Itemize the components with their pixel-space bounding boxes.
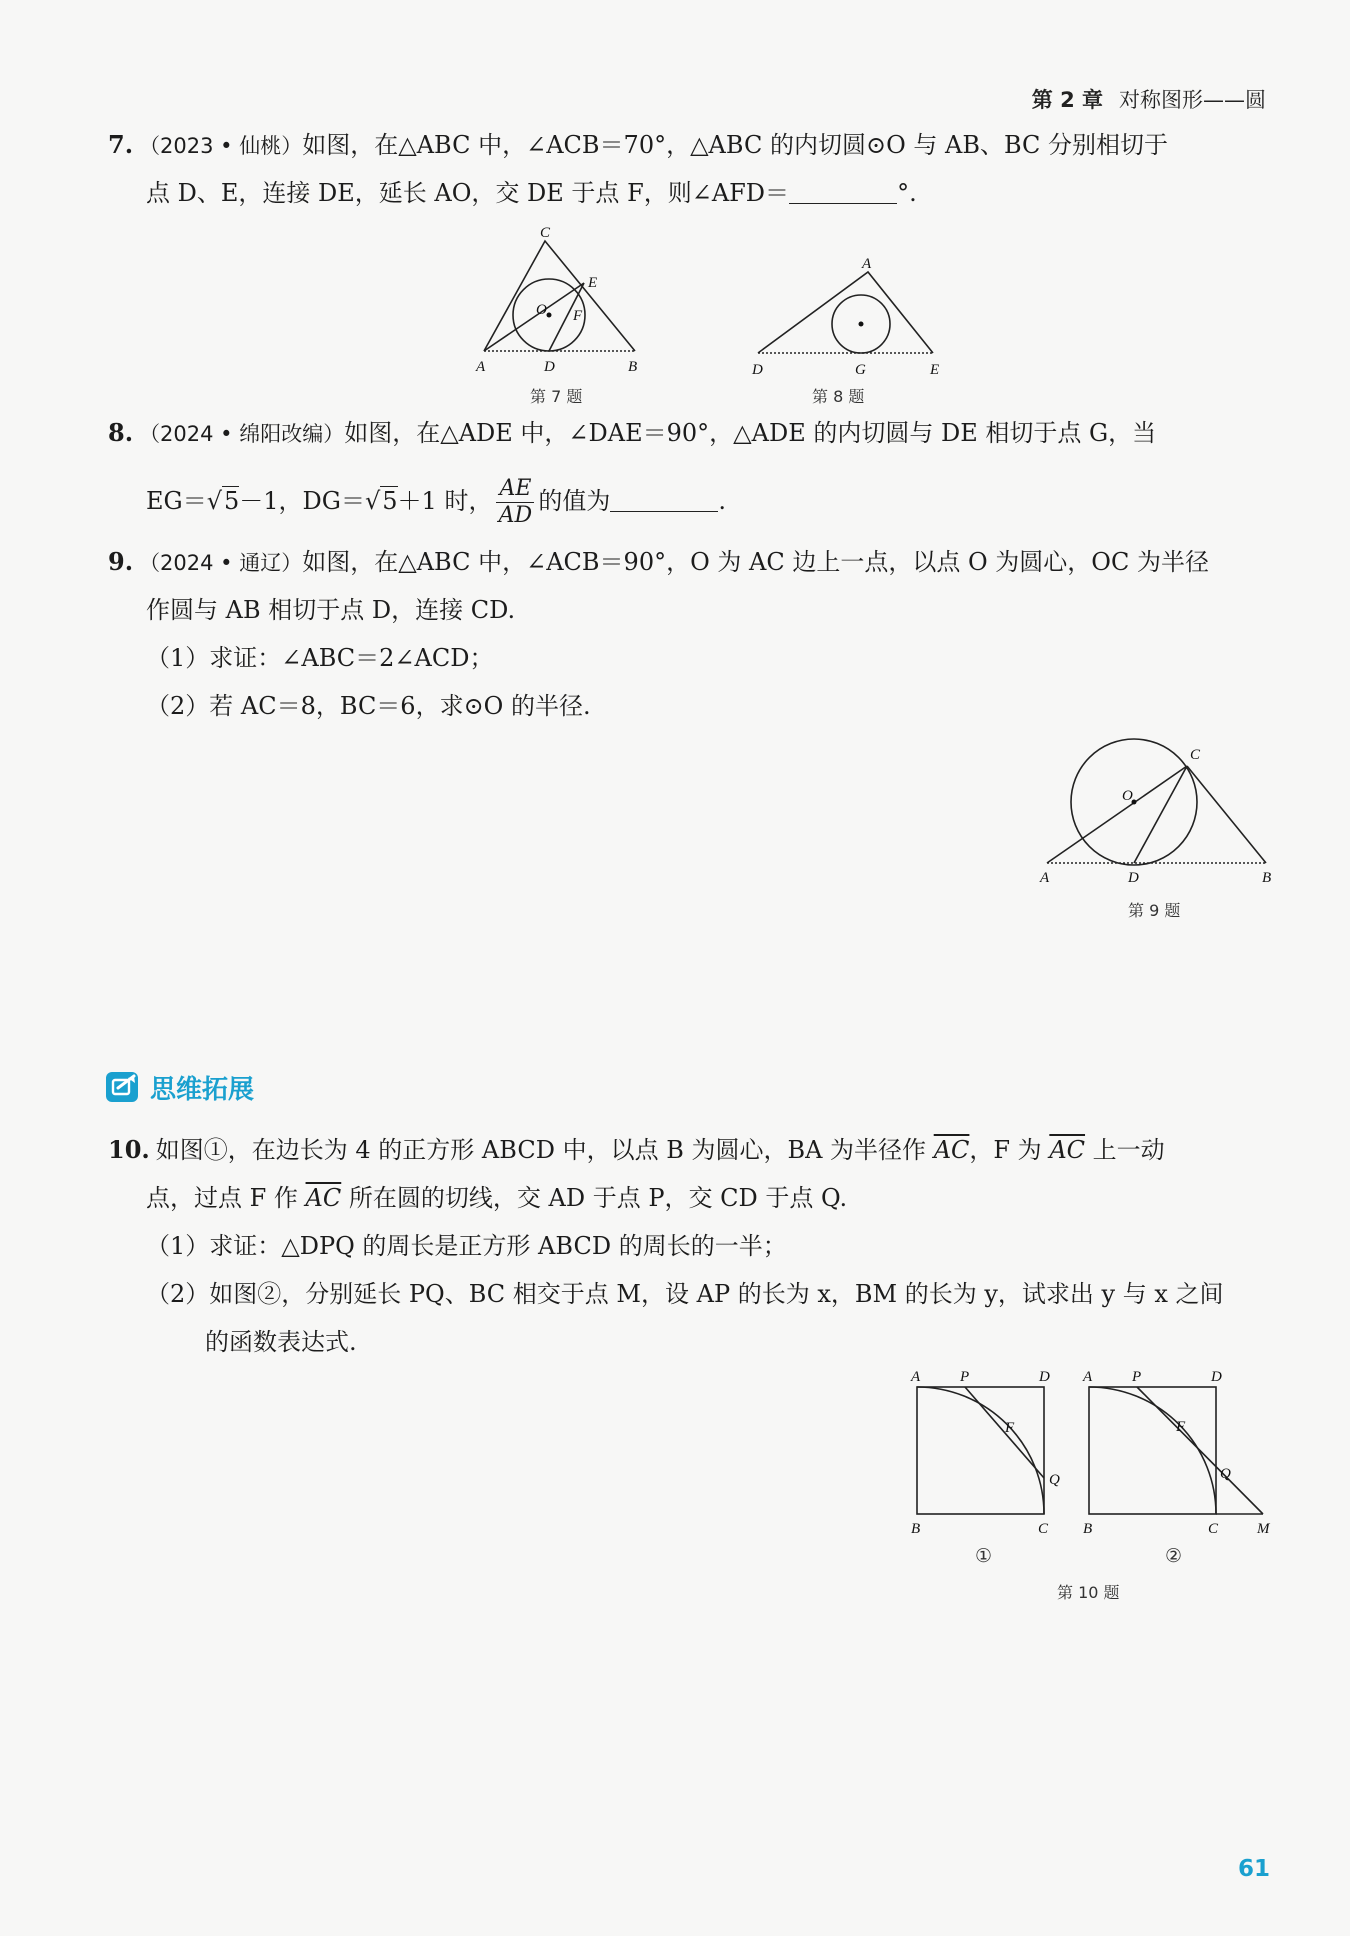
q8-text1: 如图，在△ADE 中，∠DAE＝90°，△ADE 的内切圆与 DE 相切于点 G，当 — [344, 419, 1157, 447]
fig7-label-f: F — [573, 308, 583, 324]
q10-line1 — [108, 1133, 1165, 1167]
figure-8 — [748, 250, 948, 380]
fig10b-arc-ac — [1089, 1387, 1216, 1514]
q7-text2b: °. — [897, 179, 917, 207]
q7-text1: 如图，在△ABC 中，∠ACB＝70°，△ABC 的内切圆⊙O 与 AB、BC 分别相切于 — [302, 131, 1169, 159]
q9-line1 — [108, 545, 1209, 580]
fig9-label-a: A — [1040, 870, 1050, 885]
q8-line1 — [108, 416, 1156, 451]
q10-text1b: ，F 为 — [969, 1136, 1050, 1164]
fig8-center-dot — [859, 322, 864, 327]
q8-text2d: 的值为 — [538, 487, 611, 515]
q10-line2 — [146, 1181, 847, 1215]
q9-part2: （2）若 AC＝8，BC＝6，求⊙O 的半径. — [146, 692, 591, 720]
page-number: 61 — [1237, 1856, 1270, 1882]
fig7-line-ao — [484, 283, 584, 351]
fig10b-label-b: B — [1083, 1521, 1093, 1537]
fig9-label-o: O — [1122, 788, 1133, 804]
fig10b-label-m: M — [1257, 1521, 1270, 1537]
q8-frac-numerator: AE — [496, 476, 534, 503]
q7-source: （2023 • 仙桃） — [139, 134, 303, 158]
figure-10-2 — [1077, 1365, 1277, 1540]
q8-text2e: . — [718, 487, 727, 515]
fig7-caption: 第 7 题 — [530, 387, 583, 406]
q8-line2: EG＝√5－1，DG＝√5＋1 时， $\frac{AE}{AD}$ 的值为 . — [146, 476, 727, 528]
q10-text1c: 上一动 — [1085, 1136, 1165, 1164]
q10-part2-line1: （2）如图②，分别延长 PQ、BC 相交于点 M，设 AP 的长为 x，BM 的长为 y，试求出 y 与 x 之间 — [146, 1280, 1224, 1308]
fig10b-label-a: A — [1083, 1369, 1093, 1385]
fig9-line-cb — [1187, 766, 1266, 863]
q7-line2 — [146, 176, 917, 210]
q10-text2b: 所在圆的切线，交 AD 于点 P，交 CD 于点 Q. — [341, 1184, 848, 1212]
fig7-label-o: O — [536, 302, 547, 318]
q9-line2: 作圆与 AB 相切于点 D，连接 CD. — [146, 596, 516, 624]
q10-arc-ac-1: $\overline{AC}$ — [933, 1136, 970, 1164]
thinking-expansion-icon — [104, 1068, 142, 1106]
fig8-label-e: E — [930, 362, 940, 378]
fig9-line-ac — [1047, 766, 1187, 863]
q9-text1: 如图，在△ABC 中，∠ACB＝90°，O 为 AC 边上一点，以点 O 为圆心，OC 为半径 — [302, 548, 1209, 576]
fig9-label-c: C — [1190, 747, 1201, 763]
fig10b-label-p: P — [1132, 1369, 1142, 1385]
fig10a-label-q: Q — [1049, 1472, 1060, 1488]
fig9-label-b: B — [1262, 870, 1272, 885]
q10-part2-line2: 的函数表达式. — [205, 1328, 357, 1356]
chapter-title: 对称图形——圆 — [1119, 88, 1266, 112]
q10-part1: （1）求证：△DPQ 的周长是正方形 ABCD 的周长的一半； — [146, 1232, 787, 1260]
chapter-number: 第 2 章 — [1031, 88, 1103, 112]
fig9-caption: 第 9 题 — [1128, 901, 1181, 920]
fig8-triangle-sides — [758, 272, 933, 353]
fig10a-label-a: A — [911, 1369, 921, 1385]
fig8-caption: 第 8 题 — [812, 387, 865, 406]
fig8-label-d: D — [752, 362, 763, 378]
fig10b-label-f: F — [1176, 1419, 1186, 1435]
fig10b-tangent-pm — [1137, 1387, 1263, 1514]
fig7-label-d: D — [544, 359, 555, 375]
fig7-triangle-sides — [484, 241, 635, 351]
fig9-line-cd — [1134, 766, 1187, 863]
fig10a-label-d: D — [1039, 1369, 1050, 1385]
q10-arc-ac-3: $\overline{AC}$ — [305, 1184, 342, 1212]
fig10b-label-q: Q — [1220, 1466, 1231, 1482]
fig7-label-c: C — [540, 225, 551, 241]
fig10-subcaption-1: ① — [975, 1545, 993, 1567]
fig8-label-g: G — [855, 362, 866, 378]
fig10-caption: 第 10 题 — [1057, 1583, 1120, 1602]
q10-text1a: 如图①，在边长为 4 的正方形 ABCD 中，以点 B 为圆心，BA 为半径作 — [155, 1136, 934, 1164]
fig10b-label-c: C — [1208, 1521, 1219, 1537]
figure-10-1 — [905, 1365, 1065, 1540]
q10-text2a: 点，过点 F 作 — [146, 1184, 306, 1212]
fig10-subcaption-2: ② — [1165, 1545, 1183, 1567]
fig8-label-a: A — [862, 256, 872, 272]
section-heading — [104, 1068, 254, 1106]
section-title: 思维拓展 — [150, 1074, 255, 1105]
q7-line1 — [108, 128, 1168, 163]
q8-text2a: EG＝ — [146, 487, 207, 515]
fig10a-label-b: B — [911, 1521, 921, 1537]
q8-number: 8. — [108, 418, 134, 447]
q10-arc-ac-2: $\overline{AC}$ — [1049, 1136, 1086, 1164]
fig10b-square — [1089, 1387, 1216, 1514]
figure-7 — [470, 225, 650, 405]
q9-source: （2024 • 通辽） — [139, 551, 303, 575]
q7-answer-blank[interactable] — [789, 181, 897, 204]
q9-number: 9. — [108, 547, 134, 576]
fig7-center-dot — [547, 313, 552, 318]
q8-sqrt-2: 5 — [382, 487, 398, 515]
fig10b-label-d: D — [1211, 1369, 1222, 1385]
q8-fraction — [496, 476, 534, 529]
q8-answer-blank[interactable] — [610, 489, 718, 512]
figure-9 — [1030, 735, 1280, 885]
q7-number: 7. — [108, 130, 134, 159]
running-header — [1032, 84, 1266, 114]
q8-frac-denominator: AD — [498, 503, 533, 528]
q8-text2b: －1，DG＝ — [239, 487, 365, 515]
fig10a-label-f: F — [1005, 1420, 1015, 1436]
fig7-label-b: B — [628, 359, 638, 375]
q7-text2a: 点 D、E，连接 DE，延长 AO，交 DE 于点 F，则∠AFD＝ — [146, 179, 790, 207]
q8-text2c: ＋1 时， — [397, 487, 493, 515]
q8-source: （2024 • 绵阳改编） — [139, 422, 345, 446]
fig7-label-a: A — [476, 359, 486, 375]
fig10a-label-c: C — [1038, 1521, 1049, 1537]
fig9-label-d: D — [1128, 870, 1139, 885]
q9-part1: （1）求证：∠ABC＝2∠ACD； — [146, 644, 494, 672]
fig7-label-e: E — [588, 275, 598, 291]
fig10a-label-p: P — [960, 1369, 970, 1385]
q8-sqrt-1: 5 — [224, 487, 240, 515]
q10-number: 10. — [108, 1135, 150, 1164]
